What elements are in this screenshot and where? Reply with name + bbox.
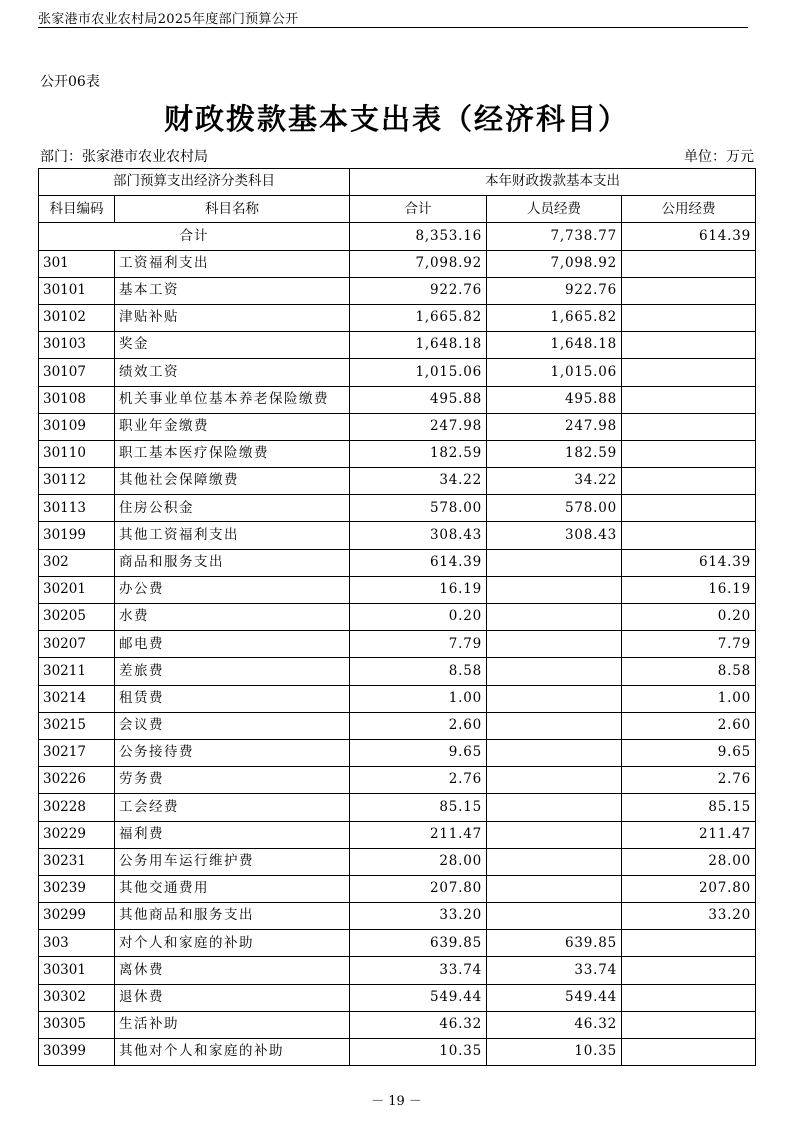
row-name: 劳务费: [115, 767, 350, 794]
table-row: [39, 413, 756, 440]
row-total: 495.88: [350, 386, 487, 413]
column-header-public: 公用经费: [622, 196, 756, 223]
row-code: 30302: [39, 984, 115, 1011]
row-name: 其他社会保障缴费: [115, 468, 350, 495]
row-code: 30301: [39, 957, 115, 984]
table-row: [39, 903, 756, 930]
row-public: 33.20: [622, 903, 756, 930]
row-public: [622, 1011, 756, 1038]
row-total: 207.80: [350, 875, 487, 902]
row-personnel: 922.76: [487, 277, 622, 304]
row-public: [622, 984, 756, 1011]
row-public: 8.58: [622, 658, 756, 685]
row-public: 614.39: [622, 549, 756, 576]
row-public: [622, 440, 756, 467]
row-public: 9.65: [622, 739, 756, 766]
row-personnel: 639.85: [487, 930, 622, 957]
row-total: 28.00: [350, 848, 487, 875]
row-public: 1.00: [622, 685, 756, 712]
row-personnel: [487, 712, 622, 739]
group-header-classification: 部门预算支出经济分类科目: [39, 169, 350, 196]
row-code: 30214: [39, 685, 115, 712]
table-row: [39, 658, 756, 685]
row-name: 生活补助: [115, 1011, 350, 1038]
total-amount: 8,353.16: [350, 223, 487, 250]
row-name: 其他工资福利支出: [115, 522, 350, 549]
row-total: 7,098.92: [350, 250, 487, 277]
row-public: [622, 1039, 756, 1066]
table-row: [39, 250, 756, 277]
row-name: 绩效工资: [115, 359, 350, 386]
row-total: 211.47: [350, 821, 487, 848]
row-public: [622, 359, 756, 386]
row-total: 9.65: [350, 739, 487, 766]
table-row: [39, 848, 756, 875]
row-code: 30101: [39, 277, 115, 304]
row-personnel: [487, 903, 622, 930]
table-row: [39, 984, 756, 1011]
row-total: 8.58: [350, 658, 487, 685]
table-row: [39, 1039, 756, 1066]
table-row: [39, 576, 756, 603]
row-public: [622, 957, 756, 984]
row-personnel: [487, 739, 622, 766]
row-public: [622, 930, 756, 957]
row-personnel: 46.32: [487, 1011, 622, 1038]
row-personnel: [487, 821, 622, 848]
row-public: 2.60: [622, 712, 756, 739]
row-total: 1,015.06: [350, 359, 487, 386]
row-total: 33.20: [350, 903, 487, 930]
row-personnel: [487, 631, 622, 658]
row-code: 30107: [39, 359, 115, 386]
row-personnel: 1,665.82: [487, 304, 622, 331]
header-divider: [38, 27, 748, 28]
row-name: 水费: [115, 604, 350, 631]
row-total: 2.60: [350, 712, 487, 739]
row-code: 301: [39, 250, 115, 277]
row-personnel: 7,098.92: [487, 250, 622, 277]
table-row: [39, 359, 756, 386]
table-row: [39, 468, 756, 495]
row-total: 2.76: [350, 767, 487, 794]
row-public: [622, 332, 756, 359]
table-row: [39, 875, 756, 902]
row-name: 工会经费: [115, 794, 350, 821]
row-name: 住房公积金: [115, 495, 350, 522]
total-public: 614.39: [622, 223, 756, 250]
row-personnel: [487, 875, 622, 902]
row-name: 办公费: [115, 576, 350, 603]
table-row: [39, 332, 756, 359]
row-public: [622, 468, 756, 495]
row-total: 46.32: [350, 1011, 487, 1038]
row-code: 30299: [39, 903, 115, 930]
table-row: [39, 549, 756, 576]
row-total: 549.44: [350, 984, 487, 1011]
row-total: 614.39: [350, 549, 487, 576]
row-name: 会议费: [115, 712, 350, 739]
row-total: 10.35: [350, 1039, 487, 1066]
row-public: [622, 495, 756, 522]
row-code: 30108: [39, 386, 115, 413]
row-personnel: 182.59: [487, 440, 622, 467]
row-code: 30205: [39, 604, 115, 631]
table-row: [39, 604, 756, 631]
group-header-row: [39, 169, 756, 196]
row-public: 7.79: [622, 631, 756, 658]
expenditure-table: [38, 168, 756, 1066]
table-row: [39, 1011, 756, 1038]
row-public: 85.15: [622, 794, 756, 821]
row-name: 公务接待费: [115, 739, 350, 766]
row-name: 职工基本医疗保险缴费: [115, 440, 350, 467]
row-total: 16.19: [350, 576, 487, 603]
table-row: [39, 440, 756, 467]
row-public: [622, 413, 756, 440]
row-total: 247.98: [350, 413, 487, 440]
row-personnel: 10.35: [487, 1039, 622, 1066]
row-personnel: [487, 794, 622, 821]
row-code: 30112: [39, 468, 115, 495]
row-name: 津贴补贴: [115, 304, 350, 331]
row-public: [622, 522, 756, 549]
table-row: [39, 957, 756, 984]
row-personnel: [487, 685, 622, 712]
row-name: 职业年金缴费: [115, 413, 350, 440]
row-name: 商品和服务支出: [115, 549, 350, 576]
row-code: 30110: [39, 440, 115, 467]
row-name: 奖金: [115, 332, 350, 359]
row-total: 1,665.82: [350, 304, 487, 331]
row-public: [622, 304, 756, 331]
row-personnel: 495.88: [487, 386, 622, 413]
row-code: 30217: [39, 739, 115, 766]
column-header-name: 科目名称: [115, 196, 350, 223]
row-code: 30399: [39, 1039, 115, 1066]
row-total: 308.43: [350, 522, 487, 549]
row-code: 30231: [39, 848, 115, 875]
row-public: 211.47: [622, 821, 756, 848]
row-public: 2.76: [622, 767, 756, 794]
page-title: 财政拨款基本支出表（经济科目）: [163, 102, 629, 136]
row-name: 邮电费: [115, 631, 350, 658]
department-label: 部门：张家港市农业农村局: [40, 149, 208, 165]
table-row: [39, 739, 756, 766]
row-personnel: 1,648.18: [487, 332, 622, 359]
table-row: [39, 631, 756, 658]
row-total: 1,648.18: [350, 332, 487, 359]
row-personnel: 34.22: [487, 468, 622, 495]
row-code: 30305: [39, 1011, 115, 1038]
row-code: 30207: [39, 631, 115, 658]
row-public: [622, 250, 756, 277]
row-total: 578.00: [350, 495, 487, 522]
row-public: 16.19: [622, 576, 756, 603]
row-personnel: 308.43: [487, 522, 622, 549]
row-name: 公务用车运行维护费: [115, 848, 350, 875]
row-public: 28.00: [622, 848, 756, 875]
total-label: 合计: [39, 223, 350, 250]
row-total: 0.20: [350, 604, 487, 631]
row-total: 34.22: [350, 468, 487, 495]
row-name: 租赁费: [115, 685, 350, 712]
row-code: 30201: [39, 576, 115, 603]
column-header-code: 科目编码: [39, 196, 115, 223]
row-name: 对个人和家庭的补助: [115, 930, 350, 957]
row-total: 7.79: [350, 631, 487, 658]
row-name: 其他交通费用: [115, 875, 350, 902]
row-personnel: 578.00: [487, 495, 622, 522]
row-personnel: 247.98: [487, 413, 622, 440]
table-row: [39, 930, 756, 957]
table-row: [39, 767, 756, 794]
table-row: [39, 821, 756, 848]
row-total: 33.74: [350, 957, 487, 984]
table-row: [39, 712, 756, 739]
column-header-row: [39, 196, 756, 223]
row-code: 30226: [39, 767, 115, 794]
row-public: 0.20: [622, 604, 756, 631]
row-personnel: [487, 604, 622, 631]
page-number: － 19 －: [371, 1094, 422, 1109]
total-row: [39, 223, 756, 250]
unit-label: 单位：万元: [684, 149, 754, 165]
row-personnel: 549.44: [487, 984, 622, 1011]
row-code: 30239: [39, 875, 115, 902]
row-code: 30103: [39, 332, 115, 359]
row-personnel: [487, 549, 622, 576]
row-code: 303: [39, 930, 115, 957]
form-id: 公开06表: [40, 74, 100, 90]
row-total: 922.76: [350, 277, 487, 304]
column-header-total: 合计: [350, 196, 487, 223]
row-personnel: [487, 767, 622, 794]
row-code: 30228: [39, 794, 115, 821]
row-personnel: 33.74: [487, 957, 622, 984]
row-personnel: [487, 576, 622, 603]
row-code: 30109: [39, 413, 115, 440]
row-name: 离休费: [115, 957, 350, 984]
row-name: 基本工资: [115, 277, 350, 304]
row-total: 639.85: [350, 930, 487, 957]
row-name: 机关事业单位基本养老保险缴费: [115, 386, 350, 413]
row-name: 退休费: [115, 984, 350, 1011]
row-name: 差旅费: [115, 658, 350, 685]
row-total: 182.59: [350, 440, 487, 467]
row-code: 30102: [39, 304, 115, 331]
table-row: [39, 794, 756, 821]
row-public: 207.80: [622, 875, 756, 902]
row-name: 福利费: [115, 821, 350, 848]
document-header: 张家港市农业农村局2025年度部门预算公开: [38, 12, 299, 27]
row-code: 30113: [39, 495, 115, 522]
table-row: [39, 277, 756, 304]
table-row: [39, 685, 756, 712]
row-personnel: [487, 658, 622, 685]
table-row: [39, 495, 756, 522]
row-code: 30215: [39, 712, 115, 739]
group-header-basic-expenditure: 本年财政拨款基本支出: [350, 169, 756, 196]
total-personnel: 7,738.77: [487, 223, 622, 250]
row-code: 30229: [39, 821, 115, 848]
table-row: [39, 386, 756, 413]
row-code: 30211: [39, 658, 115, 685]
row-name: 其他商品和服务支出: [115, 903, 350, 930]
table-row: [39, 522, 756, 549]
row-code: 302: [39, 549, 115, 576]
row-name: 其他对个人和家庭的补助: [115, 1039, 350, 1066]
table-row: [39, 304, 756, 331]
row-total: 85.15: [350, 794, 487, 821]
row-personnel: [487, 848, 622, 875]
row-name: 工资福利支出: [115, 250, 350, 277]
column-header-personnel: 人员经费: [487, 196, 622, 223]
row-code: 30199: [39, 522, 115, 549]
row-personnel: 1,015.06: [487, 359, 622, 386]
row-public: [622, 277, 756, 304]
row-public: [622, 386, 756, 413]
row-total: 1.00: [350, 685, 487, 712]
